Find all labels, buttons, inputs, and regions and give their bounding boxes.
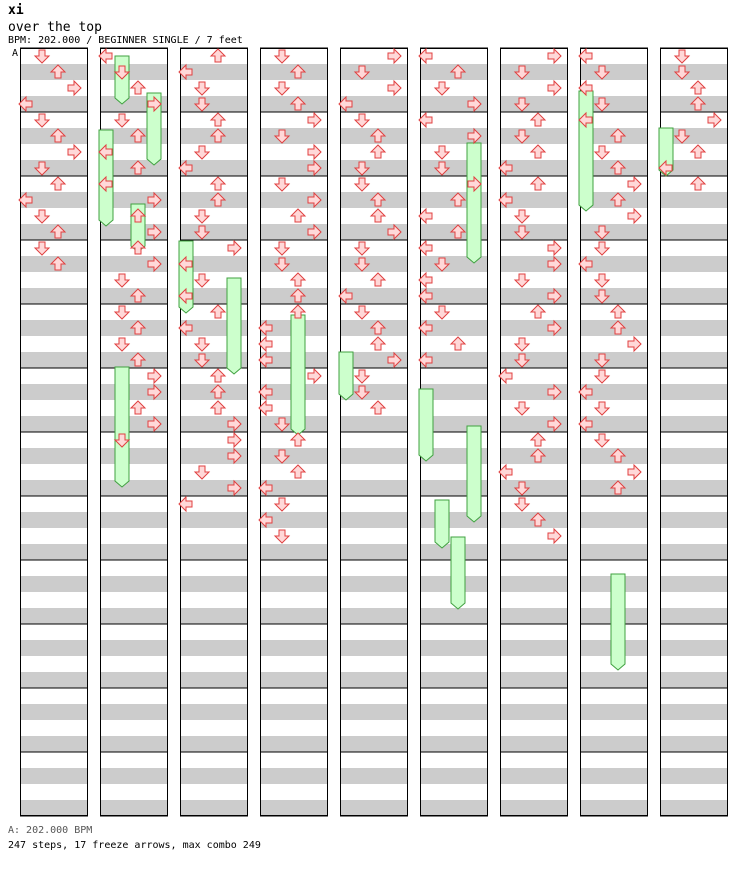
beat-stripe — [100, 704, 168, 720]
beat-stripe — [20, 800, 88, 816]
beat-stripe — [660, 512, 728, 528]
beat-stripe — [260, 448, 328, 464]
beat-stripe — [660, 736, 728, 752]
beat-stripe — [340, 448, 408, 464]
beat-stripe — [500, 224, 568, 240]
beat-stripe — [500, 608, 568, 624]
freeze-arrow — [451, 537, 465, 609]
beat-stripe — [660, 672, 728, 688]
freeze-arrow — [115, 56, 129, 104]
beat-stripe — [260, 640, 328, 656]
beat-stripe — [500, 736, 568, 752]
beat-stripe — [500, 800, 568, 816]
beat-stripe — [340, 256, 408, 272]
beat-stripe — [260, 704, 328, 720]
beat-stripe — [340, 64, 408, 80]
beat-stripe — [420, 608, 488, 624]
beat-stripe — [420, 672, 488, 688]
beat-stripe — [100, 640, 168, 656]
freeze-arrow — [115, 367, 129, 487]
beat-stripe — [180, 512, 248, 528]
chart-symbol: xi — [8, 3, 24, 18]
beat-stripe — [580, 736, 648, 752]
beat-stripe — [180, 672, 248, 688]
beat-stripe — [180, 576, 248, 592]
beat-stripe — [260, 672, 328, 688]
beat-stripe — [100, 768, 168, 784]
beat-stripe — [340, 768, 408, 784]
beat-stripe — [20, 384, 88, 400]
beat-stripe — [500, 128, 568, 144]
beat-stripe — [20, 160, 88, 176]
beat-stripe — [20, 512, 88, 528]
beat-stripe — [420, 736, 488, 752]
beat-stripe — [340, 704, 408, 720]
beat-stripe — [660, 384, 728, 400]
beat-stripe — [580, 64, 648, 80]
beat-stripe — [100, 512, 168, 528]
beat-stripe — [180, 640, 248, 656]
beat-stripe — [580, 224, 648, 240]
beat-stripe — [20, 288, 88, 304]
beat-stripe — [660, 480, 728, 496]
beat-stripe — [580, 768, 648, 784]
bpm-change-marker: A — [12, 48, 19, 59]
beat-stripe — [580, 704, 648, 720]
beat-stripe — [660, 704, 728, 720]
beat-stripe — [260, 608, 328, 624]
beat-stripe — [500, 352, 568, 368]
beat-stripe — [500, 576, 568, 592]
freeze-arrow — [291, 315, 305, 435]
beat-stripe — [660, 64, 728, 80]
beat-stripe — [580, 672, 648, 688]
beat-stripe — [260, 768, 328, 784]
freeze-arrow — [579, 91, 593, 211]
beat-stripe — [260, 800, 328, 816]
beat-stripe — [340, 544, 408, 560]
beat-stripe — [100, 672, 168, 688]
beat-stripe — [660, 224, 728, 240]
beat-stripe — [660, 192, 728, 208]
beat-stripe — [580, 288, 648, 304]
beat-stripe — [420, 704, 488, 720]
beat-stripe — [100, 544, 168, 560]
beat-stripe — [20, 608, 88, 624]
beat-stripe — [340, 512, 408, 528]
beat-stripe — [500, 768, 568, 784]
beat-stripe — [660, 256, 728, 272]
beat-stripe — [20, 352, 88, 368]
song-title: over the top — [8, 20, 102, 35]
chart-info: BPM: 202.000 / BEGINNER SINGLE / 7 feet — [8, 35, 243, 46]
beat-stripe — [340, 160, 408, 176]
beat-stripe — [500, 640, 568, 656]
beat-stripe — [500, 672, 568, 688]
bpm-legend: A: 202.000 BPM — [8, 825, 93, 836]
beat-stripe — [660, 800, 728, 816]
beat-stripe — [20, 480, 88, 496]
beat-stripe — [20, 544, 88, 560]
beat-stripe — [580, 512, 648, 528]
freeze-arrow — [611, 574, 625, 670]
beat-stripe — [500, 64, 568, 80]
beat-stripe — [180, 608, 248, 624]
beat-stripe — [100, 64, 168, 80]
beat-stripe — [340, 640, 408, 656]
beat-stripe — [660, 608, 728, 624]
beat-stripe — [180, 224, 248, 240]
beat-stripe — [260, 736, 328, 752]
beat-stripe — [20, 448, 88, 464]
freeze-arrow — [467, 143, 481, 263]
beat-stripe — [20, 576, 88, 592]
beat-stripe — [660, 320, 728, 336]
beat-stripe — [660, 544, 728, 560]
beat-stripe — [580, 544, 648, 560]
beat-stripe — [100, 736, 168, 752]
beat-stripe — [500, 544, 568, 560]
beat-stripe — [340, 672, 408, 688]
beat-stripe — [100, 448, 168, 464]
beat-stripe — [260, 576, 328, 592]
beat-stripe — [340, 736, 408, 752]
freeze-arrow — [227, 278, 241, 374]
beat-stripe — [660, 576, 728, 592]
beat-stripe — [660, 352, 728, 368]
beat-stripe — [180, 736, 248, 752]
beat-stripe — [100, 800, 168, 816]
beat-stripe — [180, 768, 248, 784]
beat-stripe — [20, 736, 88, 752]
beat-stripe — [20, 416, 88, 432]
beat-stripe — [20, 672, 88, 688]
beat-stripe — [580, 800, 648, 816]
beat-stripe — [100, 480, 168, 496]
beat-stripe — [340, 480, 408, 496]
beat-stripe — [340, 800, 408, 816]
beat-stripe — [660, 448, 728, 464]
beat-stripe — [660, 640, 728, 656]
beat-stripe — [500, 96, 568, 112]
beat-stripe — [260, 544, 328, 560]
beat-stripe — [420, 640, 488, 656]
freeze-arrow — [467, 426, 481, 522]
beat-stripe — [580, 352, 648, 368]
beat-stripe — [660, 416, 728, 432]
beat-stripe — [100, 608, 168, 624]
beat-stripe — [420, 800, 488, 816]
beat-stripe — [20, 768, 88, 784]
beat-stripe — [500, 704, 568, 720]
freeze-arrow — [435, 500, 449, 548]
freeze-arrow — [419, 389, 433, 461]
beat-stripe — [20, 640, 88, 656]
beat-stripe — [420, 768, 488, 784]
beat-stripe — [340, 416, 408, 432]
freeze-arrow — [339, 352, 353, 400]
beat-stripe — [260, 128, 328, 144]
beat-stripe — [20, 704, 88, 720]
beat-stripe — [100, 576, 168, 592]
beat-stripe — [180, 704, 248, 720]
beat-stripe — [180, 96, 248, 112]
beat-stripe — [180, 800, 248, 816]
beat-stripe — [20, 320, 88, 336]
beat-stripe — [340, 608, 408, 624]
beat-stripe — [660, 768, 728, 784]
beat-stripe — [260, 256, 328, 272]
beat-stripe — [660, 288, 728, 304]
beat-stripe — [340, 576, 408, 592]
beat-stripe — [180, 544, 248, 560]
step-stats: 247 steps, 17 freeze arrows, max combo 249 — [8, 840, 261, 851]
beat-stripe — [500, 480, 568, 496]
